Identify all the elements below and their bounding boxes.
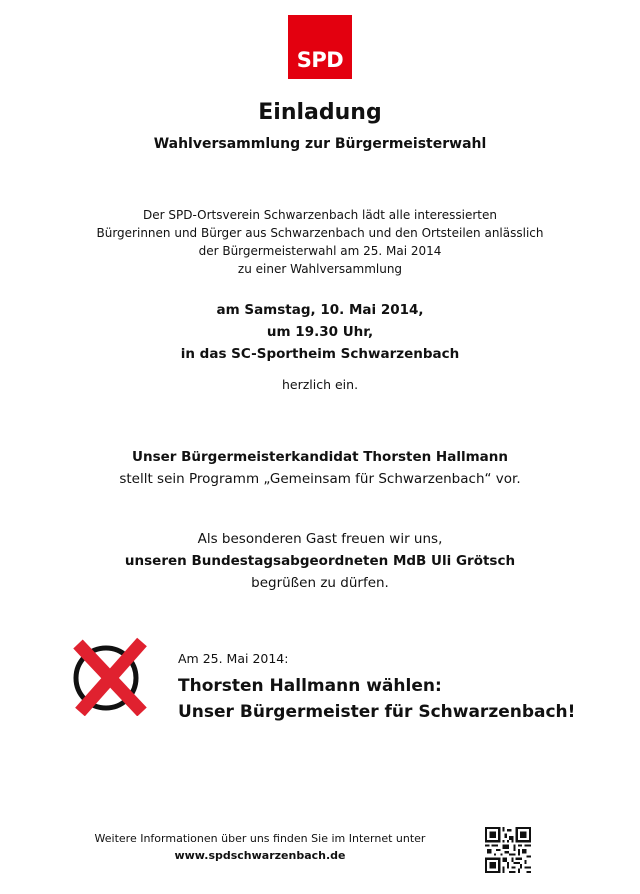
intro-line: Der SPD-Ortsverein Schwarzenbach lädt alle interessierten	[143, 208, 497, 222]
qr-code-icon[interactable]	[485, 827, 531, 873]
event-place: in das SC-Sportheim Schwarzenbach	[180, 346, 460, 362]
guest-line: begrüßen zu dürfen.	[251, 575, 389, 591]
event-time: um 19.30 Uhr,	[266, 324, 374, 340]
vote-slogan-1: Thorsten Hallmann wählen:	[178, 676, 442, 696]
footer-info: Weitere Informationen über uns finden Sie im Internet unter	[94, 832, 426, 845]
vote-callout	[178, 651, 618, 725]
vote-slogan-2: Unser Bürgermeister für Schwarzenbach!	[178, 702, 576, 722]
intro-paragraph	[0, 206, 640, 278]
footer	[60, 830, 460, 864]
vote-date: Am 25. Mai 2014:	[178, 651, 289, 666]
intro-line: der Bürgermeisterwahl am 25. Mai 2014	[198, 244, 442, 258]
ballot-cross-icon	[70, 636, 150, 716]
guest-name: unseren Bundestagsabgeordneten MdB Uli Grötsch	[124, 553, 516, 569]
page-title: Einladung	[258, 100, 382, 125]
closing-text: herzlich ein.	[281, 377, 359, 392]
candidate-section	[0, 446, 640, 490]
spd-logo-text: SPD	[296, 48, 344, 72]
spd-logo	[288, 15, 352, 79]
guest-section	[0, 528, 640, 594]
page-subtitle: Wahlversammlung zur Bürgermeisterwahl	[153, 136, 487, 152]
event-details	[0, 299, 640, 365]
event-date: am Samstag, 10. Mai 2014,	[216, 302, 424, 318]
website-link[interactable]: www.spdschwarzenbach.de	[174, 849, 346, 862]
candidate-heading: Unser Bürgermeisterkandidat Thorsten Hallmann	[132, 449, 508, 465]
guest-line: Als besonderen Gast freuen wir uns,	[197, 531, 443, 547]
intro-line: Bürgerinnen und Bürger aus Schwarzenbach und den Ortsteilen anlässlich	[96, 226, 544, 240]
intro-line: zu einer Wahlversammlung	[237, 262, 403, 276]
candidate-program: stellt sein Programm „Gemeinsam für Schwarzenbach“ vor.	[119, 471, 521, 487]
